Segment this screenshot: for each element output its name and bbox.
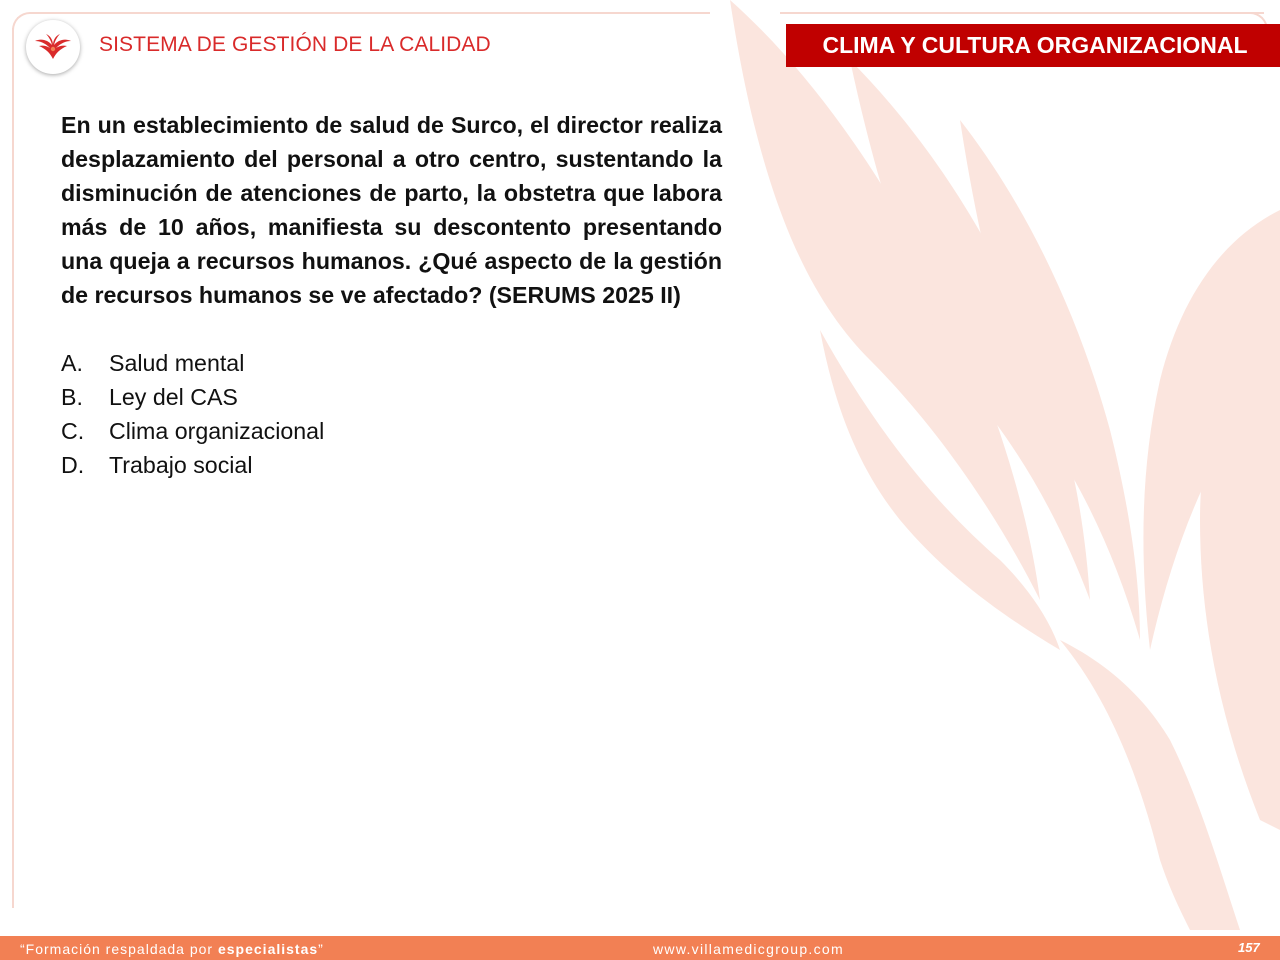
- phoenix-watermark: [700, 0, 1280, 930]
- option-a[interactable]: [61, 346, 324, 380]
- brand-title: SISTEMA DE GESTIÓN DE LA CALIDAD: [99, 33, 491, 56]
- footer-slogan: [20, 941, 324, 957]
- option-text: Trabajo social: [109, 452, 253, 478]
- topic-banner: CLIMA Y CULTURA ORGANIZACIONAL: [786, 24, 1280, 67]
- option-b[interactable]: [61, 380, 324, 414]
- option-text: Clima organizacional: [109, 418, 325, 444]
- option-text: Salud mental: [109, 350, 245, 376]
- frame-left-border: [12, 28, 14, 908]
- option-letter: B.: [61, 384, 83, 410]
- footer-slogan-suffix: ”: [318, 941, 324, 957]
- option-d[interactable]: [61, 448, 324, 482]
- option-letter: D.: [61, 452, 85, 478]
- frame-top-border: [30, 12, 710, 14]
- option-letter: A.: [61, 350, 83, 376]
- option-letter: C.: [61, 418, 85, 444]
- footer-slogan-bold: especialistas: [217, 941, 319, 957]
- option-text: Ley del CAS: [109, 384, 238, 410]
- footer-url[interactable]: www.villamedicgroup.com: [653, 941, 844, 957]
- question-text: En un establecimiento de salud de Surco, el director realiza desplazamiento del personal a otro centro, sustentando la disminución de atenciones de parto, la obstetra que labora más de 10 años, manifiesta su descontento presentando una queja a recursos humanos. ¿Qué aspecto de la gestión de recursos humanos se ve afectado? (SERUMS 2025 II): [61, 112, 722, 308]
- footer-bar: [0, 936, 1280, 960]
- page-number: 157: [1238, 940, 1260, 955]
- option-c[interactable]: [61, 414, 324, 448]
- frame-top-border-right: [780, 12, 1264, 14]
- answer-options: [61, 346, 324, 482]
- footer-slogan-prefix: “Formación respaldada por: [20, 941, 218, 957]
- phoenix-logo-icon: [26, 20, 80, 74]
